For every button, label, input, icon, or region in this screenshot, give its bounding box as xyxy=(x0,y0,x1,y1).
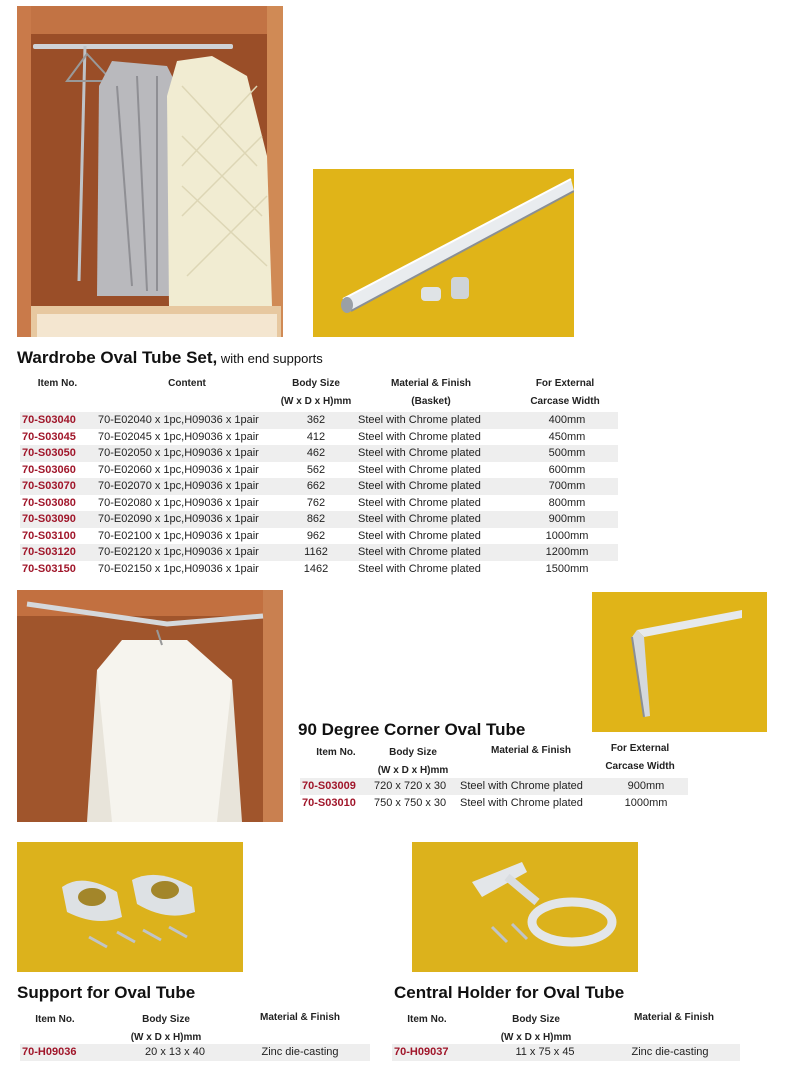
wardrobe-cell-size: 762 xyxy=(306,496,326,509)
wardrobe-cell-size: 862 xyxy=(276,511,356,528)
corner-row xyxy=(300,795,688,812)
wardrobe-cell-item: 70-S03070 xyxy=(20,478,96,495)
wardrobe-cell-content: 70-E02080 x 1pc,H09036 x 1pair xyxy=(98,496,259,509)
corner-tube-photo xyxy=(592,592,767,732)
wardrobe-row xyxy=(20,445,618,462)
wardrobe-cell-content: 70-E02040 x 1pc,H09036 x 1pair xyxy=(96,412,276,429)
wardrobe-cell-material: Steel with Chrome plated xyxy=(356,412,516,429)
central-cell-material: Zinc die-casting xyxy=(600,1044,740,1061)
wardrobe-photo xyxy=(17,6,283,337)
support-cell-size: 20 x 13 x 40 xyxy=(120,1044,230,1061)
central-cell-size: 11 x 75 x 45 xyxy=(490,1044,600,1061)
wardrobe-header-carcase: For External Carcase Width xyxy=(530,378,600,407)
corner-cell-material: Steel with Chrome plated xyxy=(458,778,604,795)
wardrobe-header-body-size: Body Size (W x D x H)mm xyxy=(280,378,352,407)
wardrobe-cell-item: 70-S03100 xyxy=(22,529,76,542)
corner-cell-item: 70-S03010 xyxy=(302,796,356,809)
wardrobe-row xyxy=(20,478,618,495)
corner-wardrobe-photo xyxy=(17,590,283,822)
corner-table xyxy=(300,778,688,811)
wardrobe-cell-content: 70-E02090 x 1pc,H09036 x 1pair xyxy=(96,511,276,528)
wardrobe-cell-material: Steel with Chrome plated xyxy=(356,478,516,495)
wardrobe-cell-size: 1162 xyxy=(276,544,356,561)
wardrobe-cell-content: 70-E02050 x 1pc,H09036 x 1pair xyxy=(96,445,276,462)
support-header-body-size: Body Size (W x D x H)mm xyxy=(130,1014,202,1043)
wardrobe-cell-content: 70-E02070 x 1pc,H09036 x 1pair xyxy=(96,478,276,495)
wardrobe-cell-material: Steel with Chrome plated xyxy=(356,445,516,462)
corner-section-title: 90 Degree Corner Oval Tube xyxy=(298,720,526,739)
support-cell-item: 70-H09036 xyxy=(20,1044,120,1061)
wardrobe-cell-size: 662 xyxy=(276,478,356,495)
central-table xyxy=(392,1044,740,1061)
central-row xyxy=(392,1044,740,1061)
wardrobe-header-content: Content xyxy=(168,378,206,389)
central-holder-photo xyxy=(412,842,638,972)
wardrobe-section-title xyxy=(17,348,323,368)
corner-cell-size: 720 x 720 x 30 xyxy=(372,778,458,795)
wardrobe-cell-content: 70-E02150 x 1pc,H09036 x 1pair xyxy=(98,562,259,575)
wardrobe-row xyxy=(20,561,618,578)
wardrobe-cell-size: 462 xyxy=(276,445,356,462)
wardrobe-row xyxy=(20,511,618,528)
support-table xyxy=(20,1044,370,1061)
wardrobe-title: Wardrobe Oval Tube Set, xyxy=(17,348,218,367)
wardrobe-row xyxy=(20,495,618,512)
wardrobe-cell-content: 70-E02060 x 1pc,H09036 x 1pair xyxy=(98,463,259,476)
central-cell-item: 70-H09037 xyxy=(392,1044,490,1061)
corner-cell-size: 750 x 750 x 30 xyxy=(374,796,447,809)
wardrobe-cell-content: 70-E02120 x 1pc,H09036 x 1pair xyxy=(96,544,276,561)
wardrobe-table xyxy=(20,412,618,577)
wardrobe-cell-size: 362 xyxy=(276,412,356,429)
corner-row xyxy=(300,778,688,795)
wardrobe-cell-width: 800mm xyxy=(548,496,586,509)
wardrobe-cell-size: 562 xyxy=(306,463,326,476)
corner-cell-width: 900mm xyxy=(604,778,688,795)
wardrobe-header-item-no: Item No. xyxy=(37,378,78,389)
corner-header-item-no: Item No. xyxy=(316,747,356,758)
wardrobe-cell-content: 70-E02100 x 1pc,H09036 x 1pair xyxy=(98,529,259,542)
wardrobe-cell-material: Steel with Chrome plated xyxy=(358,529,481,542)
wardrobe-cell-width: 600mm xyxy=(548,463,586,476)
wardrobe-cell-width: 450mm xyxy=(548,430,586,443)
wardrobe-cell-width: 900mm xyxy=(516,511,618,528)
wardrobe-cell-material: Steel with Chrome plated xyxy=(358,496,481,509)
wardrobe-cell-size: 1462 xyxy=(303,562,329,575)
support-header-material: Material & Finish xyxy=(259,1012,340,1023)
wardrobe-header-material: Material & Finish (Basket) xyxy=(390,378,471,407)
support-cell-material: Zinc die-casting xyxy=(230,1044,370,1061)
wardrobe-cell-material: Steel with Chrome plated xyxy=(356,511,516,528)
oval-tube-photo xyxy=(313,169,574,337)
wardrobe-cell-item: 70-S03090 xyxy=(20,511,96,528)
wardrobe-cell-width: 400mm xyxy=(516,412,618,429)
wardrobe-row xyxy=(20,528,618,545)
wardrobe-cell-width: 1200mm xyxy=(516,544,618,561)
wardrobe-cell-width: 1500mm xyxy=(545,562,589,575)
support-photo xyxy=(17,842,243,972)
wardrobe-cell-width: 500mm xyxy=(516,445,618,462)
wardrobe-cell-item: 70-S03120 xyxy=(20,544,96,561)
wardrobe-cell-material: Steel with Chrome plated xyxy=(358,430,481,443)
wardrobe-cell-item: 70-S03040 xyxy=(20,412,96,429)
wardrobe-row xyxy=(20,462,618,479)
wardrobe-cell-item: 70-S03045 xyxy=(22,430,76,443)
support-section-title: Support for Oval Tube xyxy=(17,983,196,1002)
wardrobe-cell-width: 700mm xyxy=(516,478,618,495)
corner-header-body-size: Body Size (W x D x H)mm xyxy=(377,747,449,776)
wardrobe-row xyxy=(20,429,618,446)
central-header-material: Material & Finish xyxy=(633,1012,714,1023)
corner-header-material: Material & Finish xyxy=(490,745,571,756)
wardrobe-cell-content: 70-E02045 x 1pc,H09036 x 1pair xyxy=(98,430,259,443)
wardrobe-cell-item: 70-S03150 xyxy=(22,562,76,575)
wardrobe-cell-size: 412 xyxy=(306,430,326,443)
support-header-item-no: Item No. xyxy=(35,1014,75,1025)
corner-cell-material: Steel with Chrome plated xyxy=(460,796,583,809)
wardrobe-cell-item: 70-S03060 xyxy=(22,463,76,476)
wardrobe-subtitle: with end supports xyxy=(217,351,323,366)
wardrobe-row xyxy=(20,544,618,561)
central-header-item-no: Item No. xyxy=(407,1014,447,1025)
wardrobe-cell-size: 962 xyxy=(306,529,326,542)
central-header-body-size: Body Size (W x D x H)mm xyxy=(500,1014,572,1043)
wardrobe-cell-item: 70-S03080 xyxy=(22,496,76,509)
wardrobe-cell-material: Steel with Chrome plated xyxy=(356,544,516,561)
corner-cell-item: 70-S03009 xyxy=(300,778,372,795)
corner-header-carcase: For External Carcase Width xyxy=(605,743,675,772)
wardrobe-cell-width: 1000mm xyxy=(545,529,589,542)
support-row xyxy=(20,1044,370,1061)
wardrobe-cell-material: Steel with Chrome plated xyxy=(358,562,481,575)
wardrobe-cell-item: 70-S03050 xyxy=(20,445,96,462)
corner-cell-width: 1000mm xyxy=(624,796,668,809)
central-section-title: Central Holder for Oval Tube xyxy=(394,983,625,1002)
wardrobe-row xyxy=(20,412,618,429)
wardrobe-cell-material: Steel with Chrome plated xyxy=(358,463,481,476)
